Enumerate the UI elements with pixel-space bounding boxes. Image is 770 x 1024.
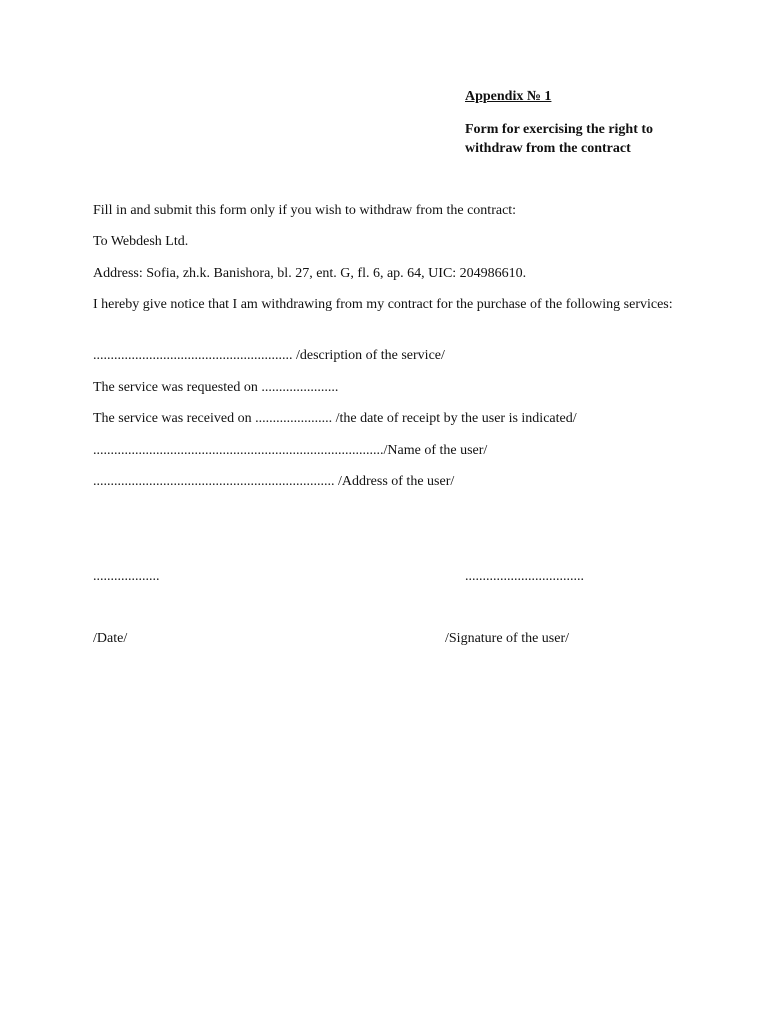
date-dots: ................... [93,569,160,584]
date-label: /Date/ [93,631,128,646]
signature-dots: .................................. [465,569,584,584]
user-name-line: .................................................................................../Name of the user/ [93,443,488,458]
form-title-line-2: withdraw from the contract [465,141,631,156]
service-description-line: ......................................................... /description of the service/ [93,348,445,363]
service-requested-line: The service was requested on ...................... [93,380,339,395]
signature-label: /Signature of the user/ [445,631,570,646]
form-title [465,120,685,158]
appendix-header [465,88,695,158]
appendix-title: Appendix № 1 [465,89,552,104]
withdrawal-notice-text: I hereby give notice that I am withdrawing from my contract for the purchase of the following services: [93,297,673,312]
form-title-line-1: Form for exercising the right to [465,122,654,137]
company-address-text: Address: Sofia, zh.k. Banishora, bl. 27, ent. G, fl. 6, ap. 64, UIC: 204986610. [93,266,527,281]
recipient-text: To Webdesh Ltd. [93,234,189,249]
intro-text: Fill in and submit this form only if you wish to withdraw from the contract: [93,203,517,218]
user-address-line: ..................................................................... /Address of the user/ [93,474,455,489]
service-received-line: The service was received on ...................... /the date of receipt by the user is indicated/ [93,411,577,426]
